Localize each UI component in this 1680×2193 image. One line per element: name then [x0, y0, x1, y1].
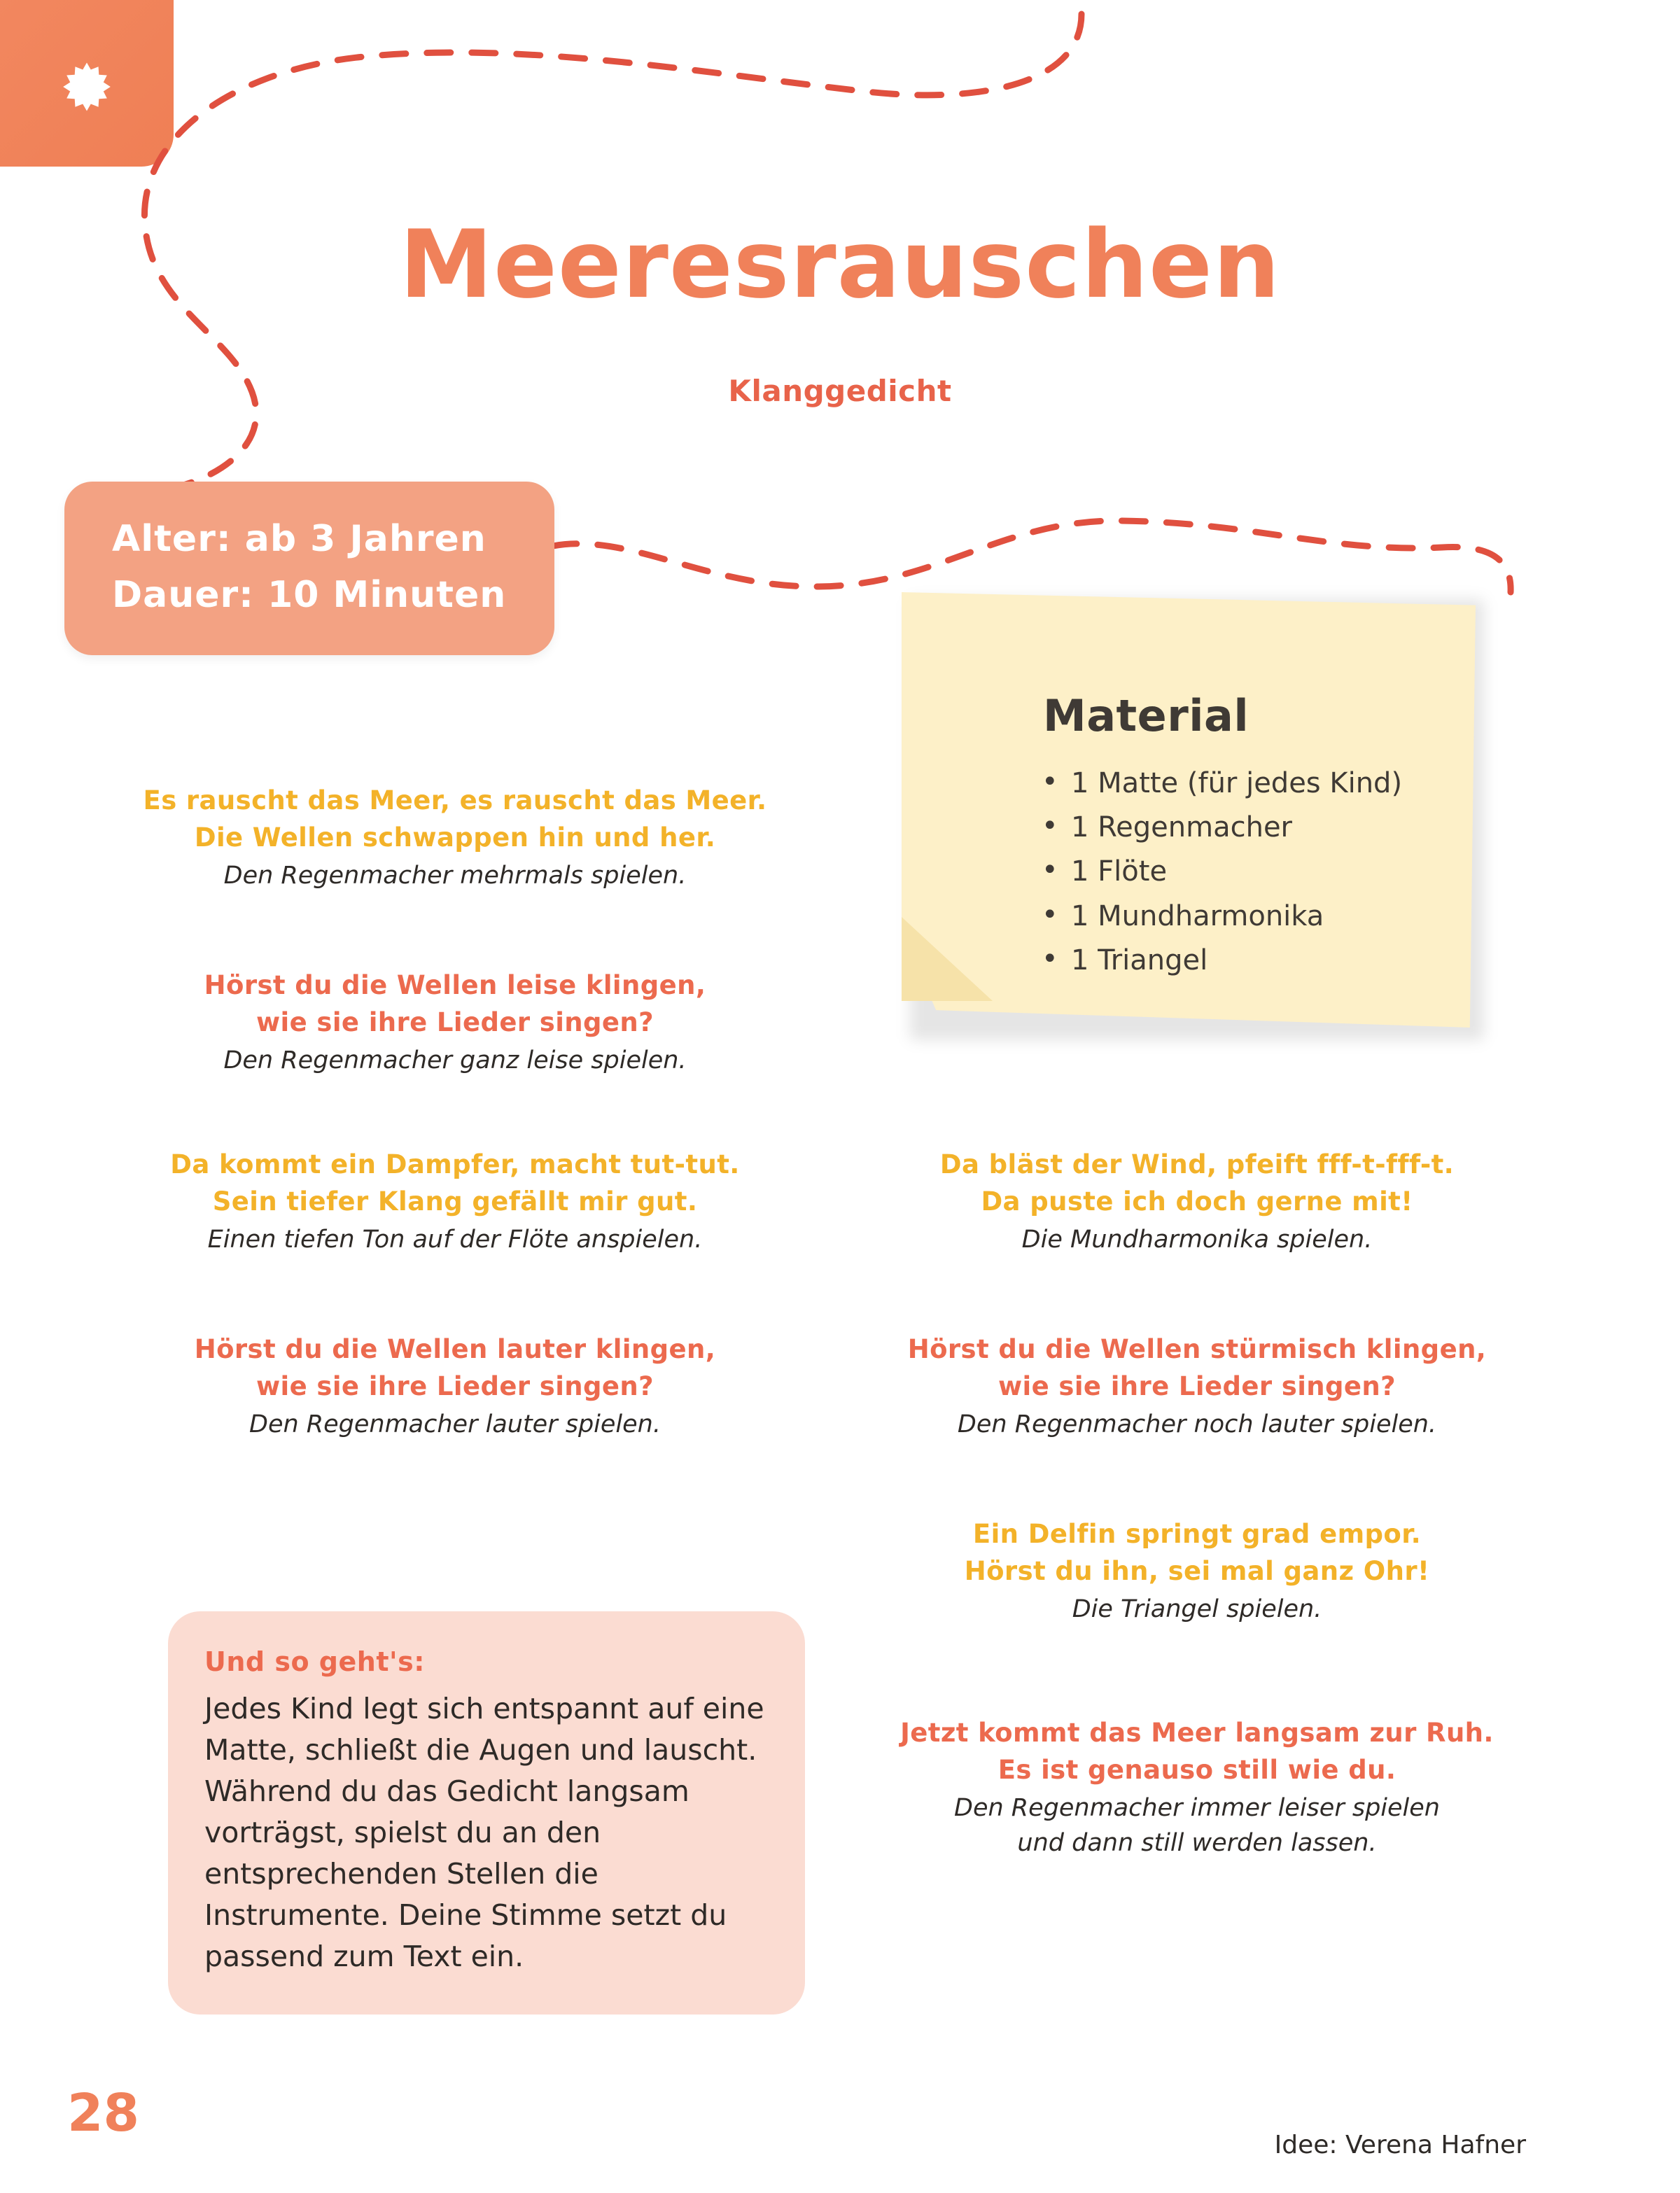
stanza-instruction: Den Regenmacher lauter spielen. [249, 1410, 661, 1439]
verse-line: Da kommt ein Dampfer, macht tut-tut. [170, 1149, 740, 1179]
verse-line: wie sie ihre Lieder singen? [255, 1007, 654, 1037]
verse-line: Hörst du die Wellen lauter klingen, [194, 1334, 716, 1364]
info-badge [64, 482, 554, 655]
stanza-1 [84, 783, 826, 894]
page-number: 28 [67, 2083, 139, 2143]
material-item: • 1 Flöte [1037, 850, 1457, 894]
burst-icon [62, 62, 112, 112]
material-item: • 1 Triangel [1037, 939, 1457, 983]
verse-line: Es ist genauso still wie du. [997, 1754, 1396, 1785]
material-item: • 1 Regenmacher [1037, 806, 1457, 850]
verse-line: Die Wellen schwappen hin und her. [194, 822, 716, 853]
stanza-instruction: Den Regenmacher immer leiser spielen und dann still werden lassen. [954, 1794, 1440, 1857]
stanza-2 [84, 967, 826, 1079]
verse-line: Ein Delfin springt grad empor. [972, 1519, 1422, 1549]
material-item: • 1 Matte (für jedes Kind) [1037, 762, 1457, 806]
corner-tab [0, 0, 174, 167]
stanza-8 [826, 1715, 1568, 1861]
material-list [1037, 762, 1457, 983]
stanza-instruction: Den Regenmacher mehrmals spielen. [223, 862, 687, 890]
stanza-4 [84, 1331, 826, 1443]
verse-line: Da bläst der Wind, pfeift fff-t-fff-t. [939, 1149, 1455, 1179]
stanza-6 [826, 1331, 1568, 1443]
stanza-instruction: Die Triangel spielen. [1072, 1595, 1322, 1624]
stanza-instruction: Einen tiefen Ton auf der Flöte anspielen. [207, 1226, 703, 1254]
verse-line: wie sie ihre Lieder singen? [255, 1371, 654, 1401]
verse-line: Es rauscht das Meer, es rauscht das Meer. [143, 785, 767, 815]
badge-age: Alter: ab 3 Jahren [112, 518, 486, 560]
badge-duration: Dauer: 10 Minuten [112, 574, 507, 616]
stanza-5 [826, 1147, 1568, 1258]
stanza-3 [84, 1147, 826, 1258]
stanza-instruction: Die Mundharmonika spielen. [1021, 1226, 1373, 1254]
howto-title: Und so geht's: [204, 1646, 425, 1677]
verse-line: Sein tiefer Klang gefällt mir gut. [212, 1186, 698, 1217]
page-title: Meeresrauschen [399, 210, 1281, 319]
page-subtitle: Klanggedicht [728, 374, 952, 408]
stanza-instruction: Den Regenmacher ganz leise spielen. [223, 1046, 687, 1075]
verse-line: Hörst du ihn, sei mal ganz Ohr! [964, 1555, 1430, 1586]
material-title: Material [1043, 690, 1250, 741]
stanza-7 [826, 1516, 1568, 1627]
verse-line: Da puste ich doch gerne mit! [981, 1186, 1413, 1217]
howto-box [168, 1611, 805, 2015]
verse-line: wie sie ihre Lieder singen? [997, 1371, 1396, 1401]
verse-line: Jetzt kommt das Meer langsam zur Ruh. [900, 1718, 1494, 1748]
credit-line: Idee: Verena Hafner [1274, 2131, 1526, 2159]
stanza-instruction: Den Regenmacher noch lauter spielen. [957, 1410, 1437, 1439]
verse-line: Hörst du die Wellen leise klingen, [204, 970, 706, 1000]
howto-body: Jedes Kind legt sich entspannt auf eine Matte, schließt die Augen und lauscht. Während du das Gedicht langsam vorträgst, spielst du an den entsprechenden Stellen die Instrumente. Deine Stimme setzt du passend zum Text ein. [204, 1692, 764, 1974]
material-item: • 1 Mundharmonika [1037, 895, 1457, 939]
verse-line: Hörst du die Wellen stürmisch klingen, [907, 1334, 1487, 1364]
